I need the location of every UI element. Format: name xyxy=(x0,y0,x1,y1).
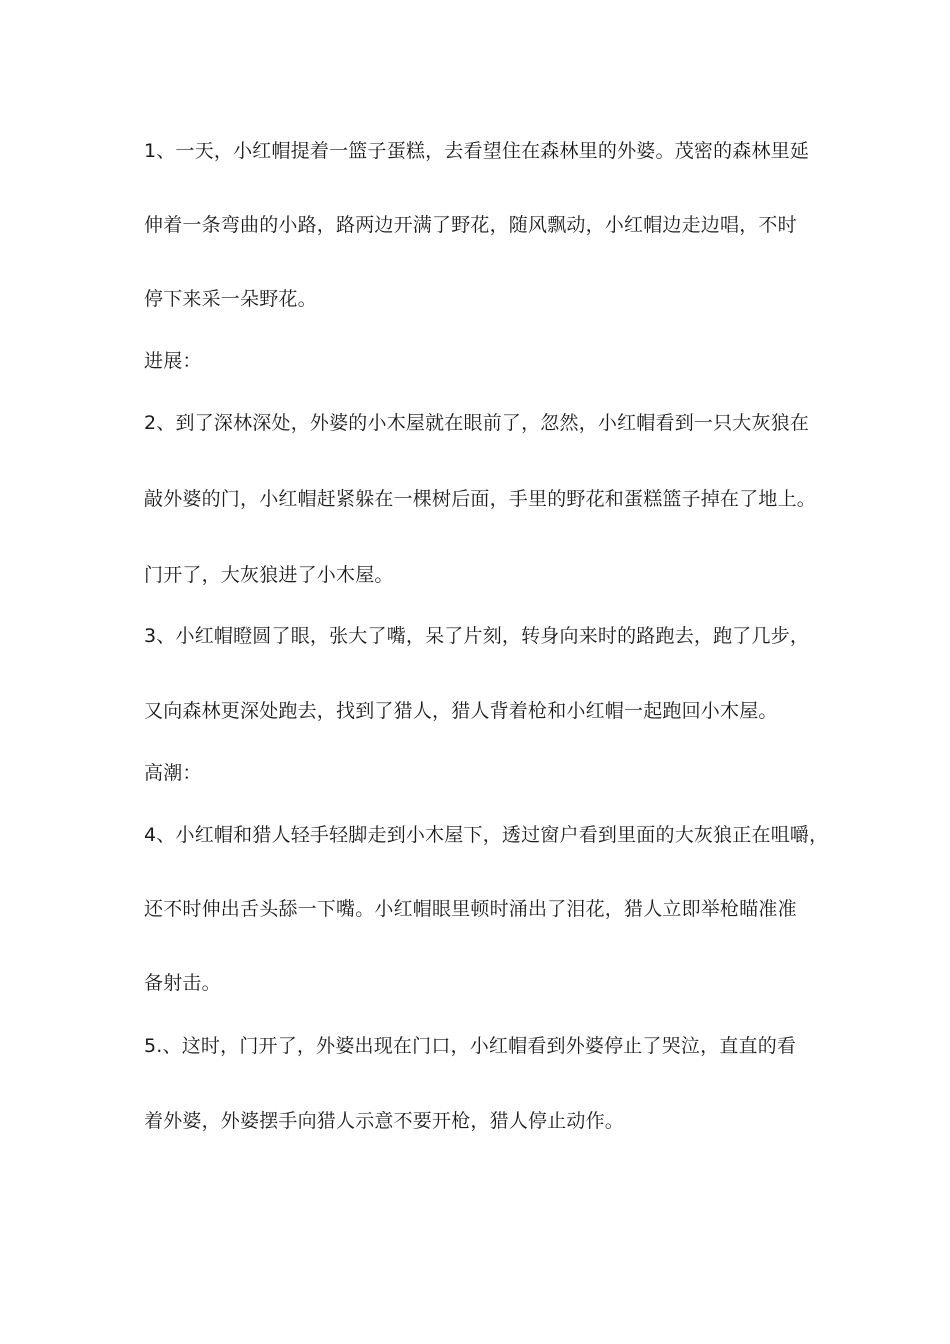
paragraph-1-line-3: 停下来采一朵野花。 xyxy=(144,288,317,310)
paragraph-3-line-2: 又向森林更深处跑去，找到了猎人，猎人背着枪和小红帽一起跑回小木屋。 xyxy=(144,700,778,722)
paragraph-2-line-3: 门开了，大灰狼进了小木屋。 xyxy=(144,564,394,586)
section-heading-climax: 高潮： xyxy=(144,762,202,784)
paragraph-3-line-1: 3、小红帽瞪圆了眼，张大了嘴，呆了片刻，转身向来时的路跑去，跑了几步， xyxy=(144,625,810,647)
paragraph-2-line-2: 敲外婆的门，小红帽赶紧躲在一棵树后面，手里的野花和蛋糕篮子掉在了地上。 xyxy=(144,488,817,510)
paragraph-5-line-2: 着外婆，外婆摆手向猎人示意不要开枪，猎人停止动作。 xyxy=(144,1110,625,1132)
paragraph-5-line-1: 5.、这时，门开了，外婆出现在门口，小红帽看到外婆停止了哭泣，直直的看 xyxy=(144,1035,797,1057)
paragraph-1-line-1: 1、一天，小红帽提着一篮子蛋糕，去看望住在森林里的外婆。茂密的森林里延 xyxy=(144,140,810,162)
paragraph-4-line-1: 4、小红帽和猎人轻手轻脚走到小木屋下，透过窗户看到里面的大灰狼正在咀嚼， xyxy=(144,824,829,846)
section-heading-progress: 进展： xyxy=(144,350,202,372)
paragraph-2-line-1: 2、到了深林深处，外婆的小木屋就在眼前了，忽然，小红帽看到一只大灰狼在 xyxy=(144,412,810,434)
paragraph-4-line-3: 备射击。 xyxy=(144,972,221,994)
paragraph-1-line-2: 伸着一条弯曲的小路，路两边开满了野花，随风飘动，小红帽边走边唱，不时 xyxy=(144,214,797,236)
paragraph-4-line-2: 还不时伸出舌头舔一下嘴。小红帽眼里顿时涌出了泪花，猎人立即举枪瞄准准 xyxy=(144,898,797,920)
